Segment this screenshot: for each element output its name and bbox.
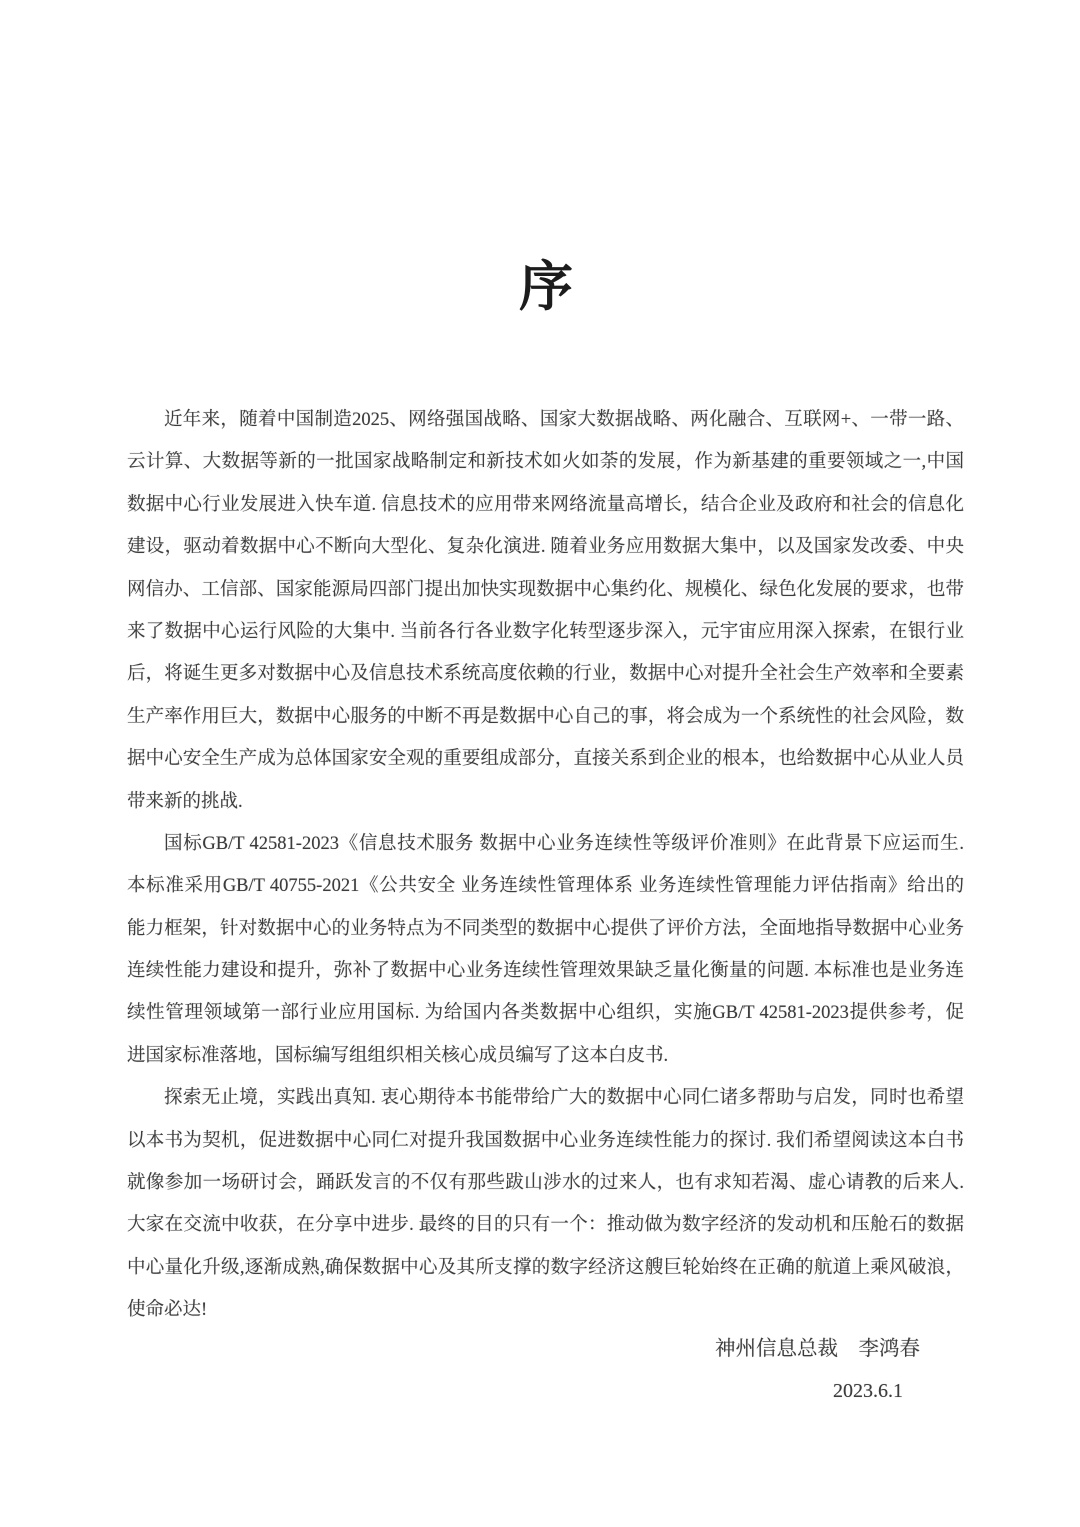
body-line: 网信办、工信部、国家能源局四部门提出加快实现数据中心集约化、规模化、绿色化发展的要求，也带 (127, 579, 964, 600)
body-line: 生产率作用巨大，数据中心服务的中断不再是数据中心自己的事，将会成为一个系统性的社会风险，数 (127, 706, 964, 727)
body-line: 连续性能力建设和提升，弥补了数据中心业务连续性管理效果缺乏量化衡量的问题. 本标准也是业务连 (127, 961, 964, 982)
page-title: 序 (519, 257, 573, 317)
body-line: 国标GB/T 42581-2023《信息技术服务 数据中心业务连续性等级评价准则》在此背景下应运而生. (164, 833, 964, 854)
body-line: 近年来，随着中国制造2025、网络强国战略、国家大数据战略、两化融合、互联网+、一带一路、 (164, 410, 964, 430)
body-line: 据中心安全生产成为总体国家安全观的重要组成部分，直接关系到企业的根本，也给数据中心从业人员 (127, 749, 964, 770)
body-line: 使命必达! (127, 1300, 208, 1321)
body-line: 进国家标准落地，国标编写组组织相关核心成员编写了这本白皮书. (127, 1045, 669, 1066)
document-body (127, 399, 964, 1332)
body-line: 大家在交流中收获，在分享中进步. 最终的目的只有一个：推动做为数字经济的发动机和压舱石的数据 (127, 1215, 964, 1236)
body-line: 本标准采用GB/T 40755-2021《公共安全 业务连续性管理体系 业务连续性管理能力评估指南》给出的 (127, 876, 964, 897)
body-line: 后，将诞生更多对数据中心及信息技术系统高度依赖的行业，数据中心对提升全社会生产效率和全要素 (127, 664, 964, 685)
body-line: 建设，驱动着数据中心不断向大型化、复杂化演进. 随着业务应用数据大集中，以及国家发改委、中央 (127, 537, 964, 558)
body-line: 中心量化升级,逐渐成熟,确保数据中心及其所支撑的数字经济这艘巨轮始终在正确的航道上乘风破浪， (127, 1257, 964, 1278)
signature-line: 神州信息总裁 李鸿春 (715, 1338, 920, 1360)
body-line: 带来新的挑战. (127, 791, 243, 812)
body-line: 探索无止境，实践出真知. 衷心期待本书能带给广大的数据中心同仁诸多帮助与启发，同时也希望 (164, 1088, 964, 1109)
body-line: 数据中心行业发展进入快车道. 信息技术的应用带来网络流量高增长，结合企业及政府和社会的信息化 (127, 494, 964, 515)
body-line: 就像参加一场研讨会，踊跃发言的不仅有那些跋山涉水的过来人，也有求知若渴、虚心请教的后来人. (127, 1173, 964, 1194)
body-line: 以本书为契机，促进数据中心同仁对提升我国数据中心业务连续性能力的探讨. 我们希望阅读这本白书 (127, 1130, 964, 1151)
body-line: 续性管理领域第一部行业应用国标. 为给国内各类数据中心组织，实施GB/T 42581-2023提供参考，促 (127, 1003, 964, 1024)
body-line: 云计算、大数据等新的一批国家战略制定和新技术如火如荼的发展，作为新基建的重要领域之一,中国 (127, 452, 964, 473)
body-line: 能力框架，针对数据中心的业务特点为不同类型的数据中心提供了评价方法，全面地指导数据中心业务 (127, 918, 964, 939)
date-line: 2023.6.1 (833, 1380, 903, 1402)
body-line: 来了数据中心运行风险的大集中. 当前各行各业数字化转型逐步深入，元宇宙应用深入探索，在银行业 (127, 621, 964, 642)
